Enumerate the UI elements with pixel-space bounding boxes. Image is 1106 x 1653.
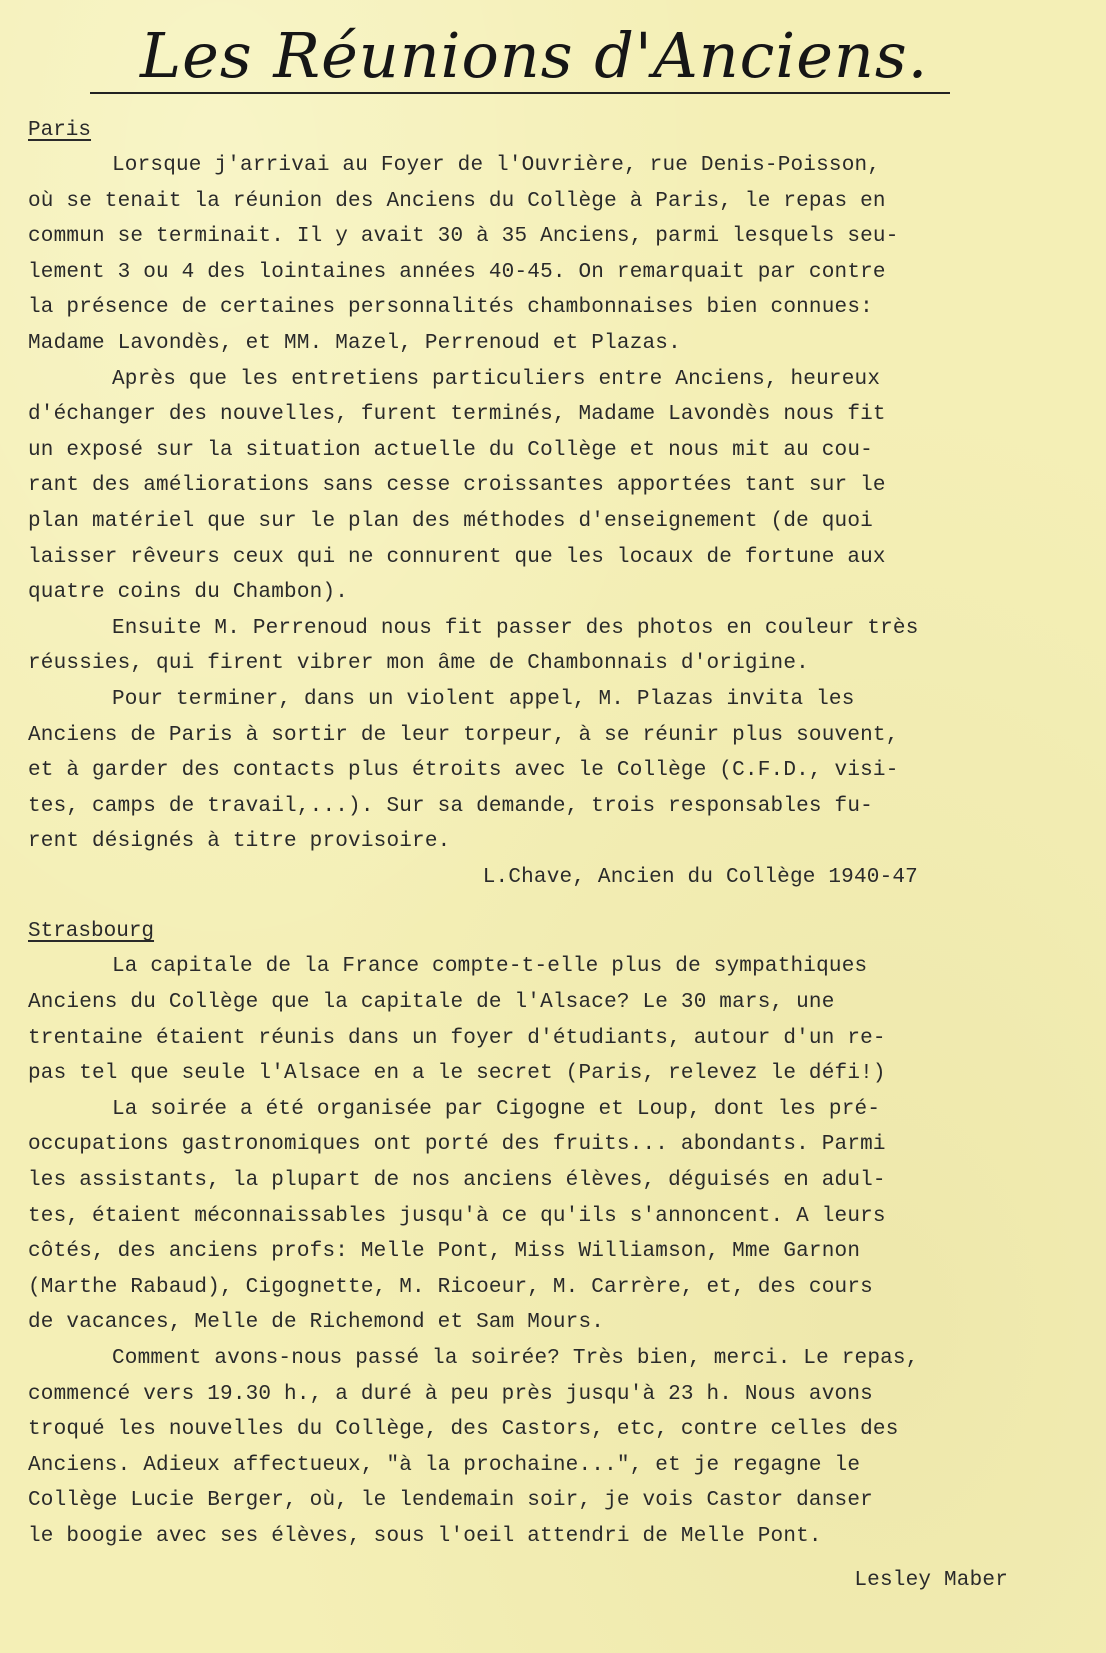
paragraph-line: Madame Lavondès, et MM. Mazel, Perrenoud et Plazas. [28,331,681,355]
paragraph-line: la présence de certaines personnalités chambonnaises bien connues: [28,296,873,320]
paragraph-line: où se tenait la réunion des Anciens du Collège à Paris, le repas en [28,189,886,213]
paragraph-line: La capitale de la France compte-t-elle plus de sympathiques [112,955,868,979]
section-heading: Paris [28,119,92,142]
paragraph-line: le boogie avec ses élèves, sous l'oeil attendri de Melle Pont. [28,1524,822,1548]
paragraph-line: d'échanger des nouvelles, furent terminés, Madame Lavondès nous fit [28,403,886,427]
paragraph-line: laisser rêveurs ceux qui ne connurent que les locaux de fortune aux [28,545,886,569]
paragraph-line: de vacances, Melle de Richemond et Sam Mours. [28,1311,605,1335]
section-gap [28,895,1038,909]
title-block [90,18,950,94]
paragraph-line: quatre coins du Chambon). [28,581,349,605]
paragraph-line: Anciens. Adieux affectueux, "à la prochaine...", et je regagne le [28,1453,861,1477]
section-paris [28,108,1038,895]
signature: L.Chave, Ancien du Collège 1940-47 [482,865,918,889]
paragraph-line: un exposé sur la situation actuelle du Collège et nous mit au cou- [28,438,873,462]
paragraph-line: lement 3 ou 4 des lointaines années 40-45. On remarquait par contre [28,260,886,284]
paragraph-line: tes, étaient méconnaissables jusqu'à ce qu'ils s'annoncent. A leurs [28,1204,886,1228]
paragraph-line: Comment avons-nous passé la soirée? Très bien, merci. Le repas, [112,1347,919,1370]
signature: Lesley Maber [854,1568,1008,1592]
paragraph-line: rant des améliorations sans cesse croissantes apportées tant sur le [28,474,886,498]
paragraph-line: commencé vers 19.30 h., a duré à peu près jusqu'à 23 h. Nous avons [28,1382,873,1406]
paragraph-line: pas tel que seule l'Alsace en a le secret (Paris, relevez le défi!) [28,1062,886,1086]
paragraph-line: Collège Lucie Berger, où, le lendemain soir, je vois Castor danser [28,1489,873,1513]
paragraph-line: trentaine étaient réunis dans un foyer d'étudiants, autour d'un re- [28,1026,886,1050]
paragraph-line: troqué les nouvelles du Collège, des Castors, etc, contre celles des [28,1418,899,1442]
paragraph-line: Pour terminer, dans un violent appel, M. Plazas invita les [112,687,855,711]
paragraph-line: Ensuite M. Perrenoud nous fit passer des photos en couleur très [112,616,919,640]
paragraph-line: Anciens de Paris à sortir de leur torpeur, à se réunir plus souvent, [28,723,899,747]
document-body [28,108,1038,1598]
paragraph-line: commun se terminait. Il y avait 30 à 35 Anciens, parmi lesquels seu- [28,225,899,249]
title-underline [90,92,950,94]
paragraph-line: Lorsque j'arrivai au Foyer de l'Ouvrière, rue Denis-Poisson, [112,154,881,177]
paragraph-line: occupations gastronomiques ont porté des fruits... abondants. Parmi [28,1133,886,1157]
paragraph-line: les assistants, la plupart de nos anciens élèves, déguisés en adul- [28,1169,886,1193]
paragraph-line: réussies, qui firent vibrer mon âme de Chambonnais d'origine. [28,652,809,676]
paragraph-line: côtés, des anciens profs: Melle Pont, Miss Williamson, Mme Garnon [28,1240,861,1264]
paragraph-line: et à garder des contacts plus étroits avec le Collège (C.F.D., visi- [28,759,899,783]
page-title: Les Réunions d'Anciens. [140,19,929,92]
section-strasbourg [28,909,1038,1598]
section-heading: Strasbourg [28,920,155,944]
paragraph-line: tes, camps de travail,...). Sur sa demande, trois responsables fu- [28,794,873,818]
paragraph-line: plan matériel que sur le plan des méthodes d'enseignement (de quoi [28,509,873,533]
paragraph-line: La soirée a été organisée par Cigogne et Loup, dont les pré- [112,1097,881,1121]
paragraph-line: (Marthe Rabaud), Cigognette, M. Ricoeur, M. Carrère, et, des cours [28,1275,873,1299]
paragraph-line: Après que les entretiens particuliers entre Anciens, heureux [112,367,881,391]
paragraph-line: Anciens du Collège que la capitale de l'Alsace? Le 30 mars, une [28,991,835,1015]
paragraph-line: rent désignés à titre provisoire. [28,830,451,854]
